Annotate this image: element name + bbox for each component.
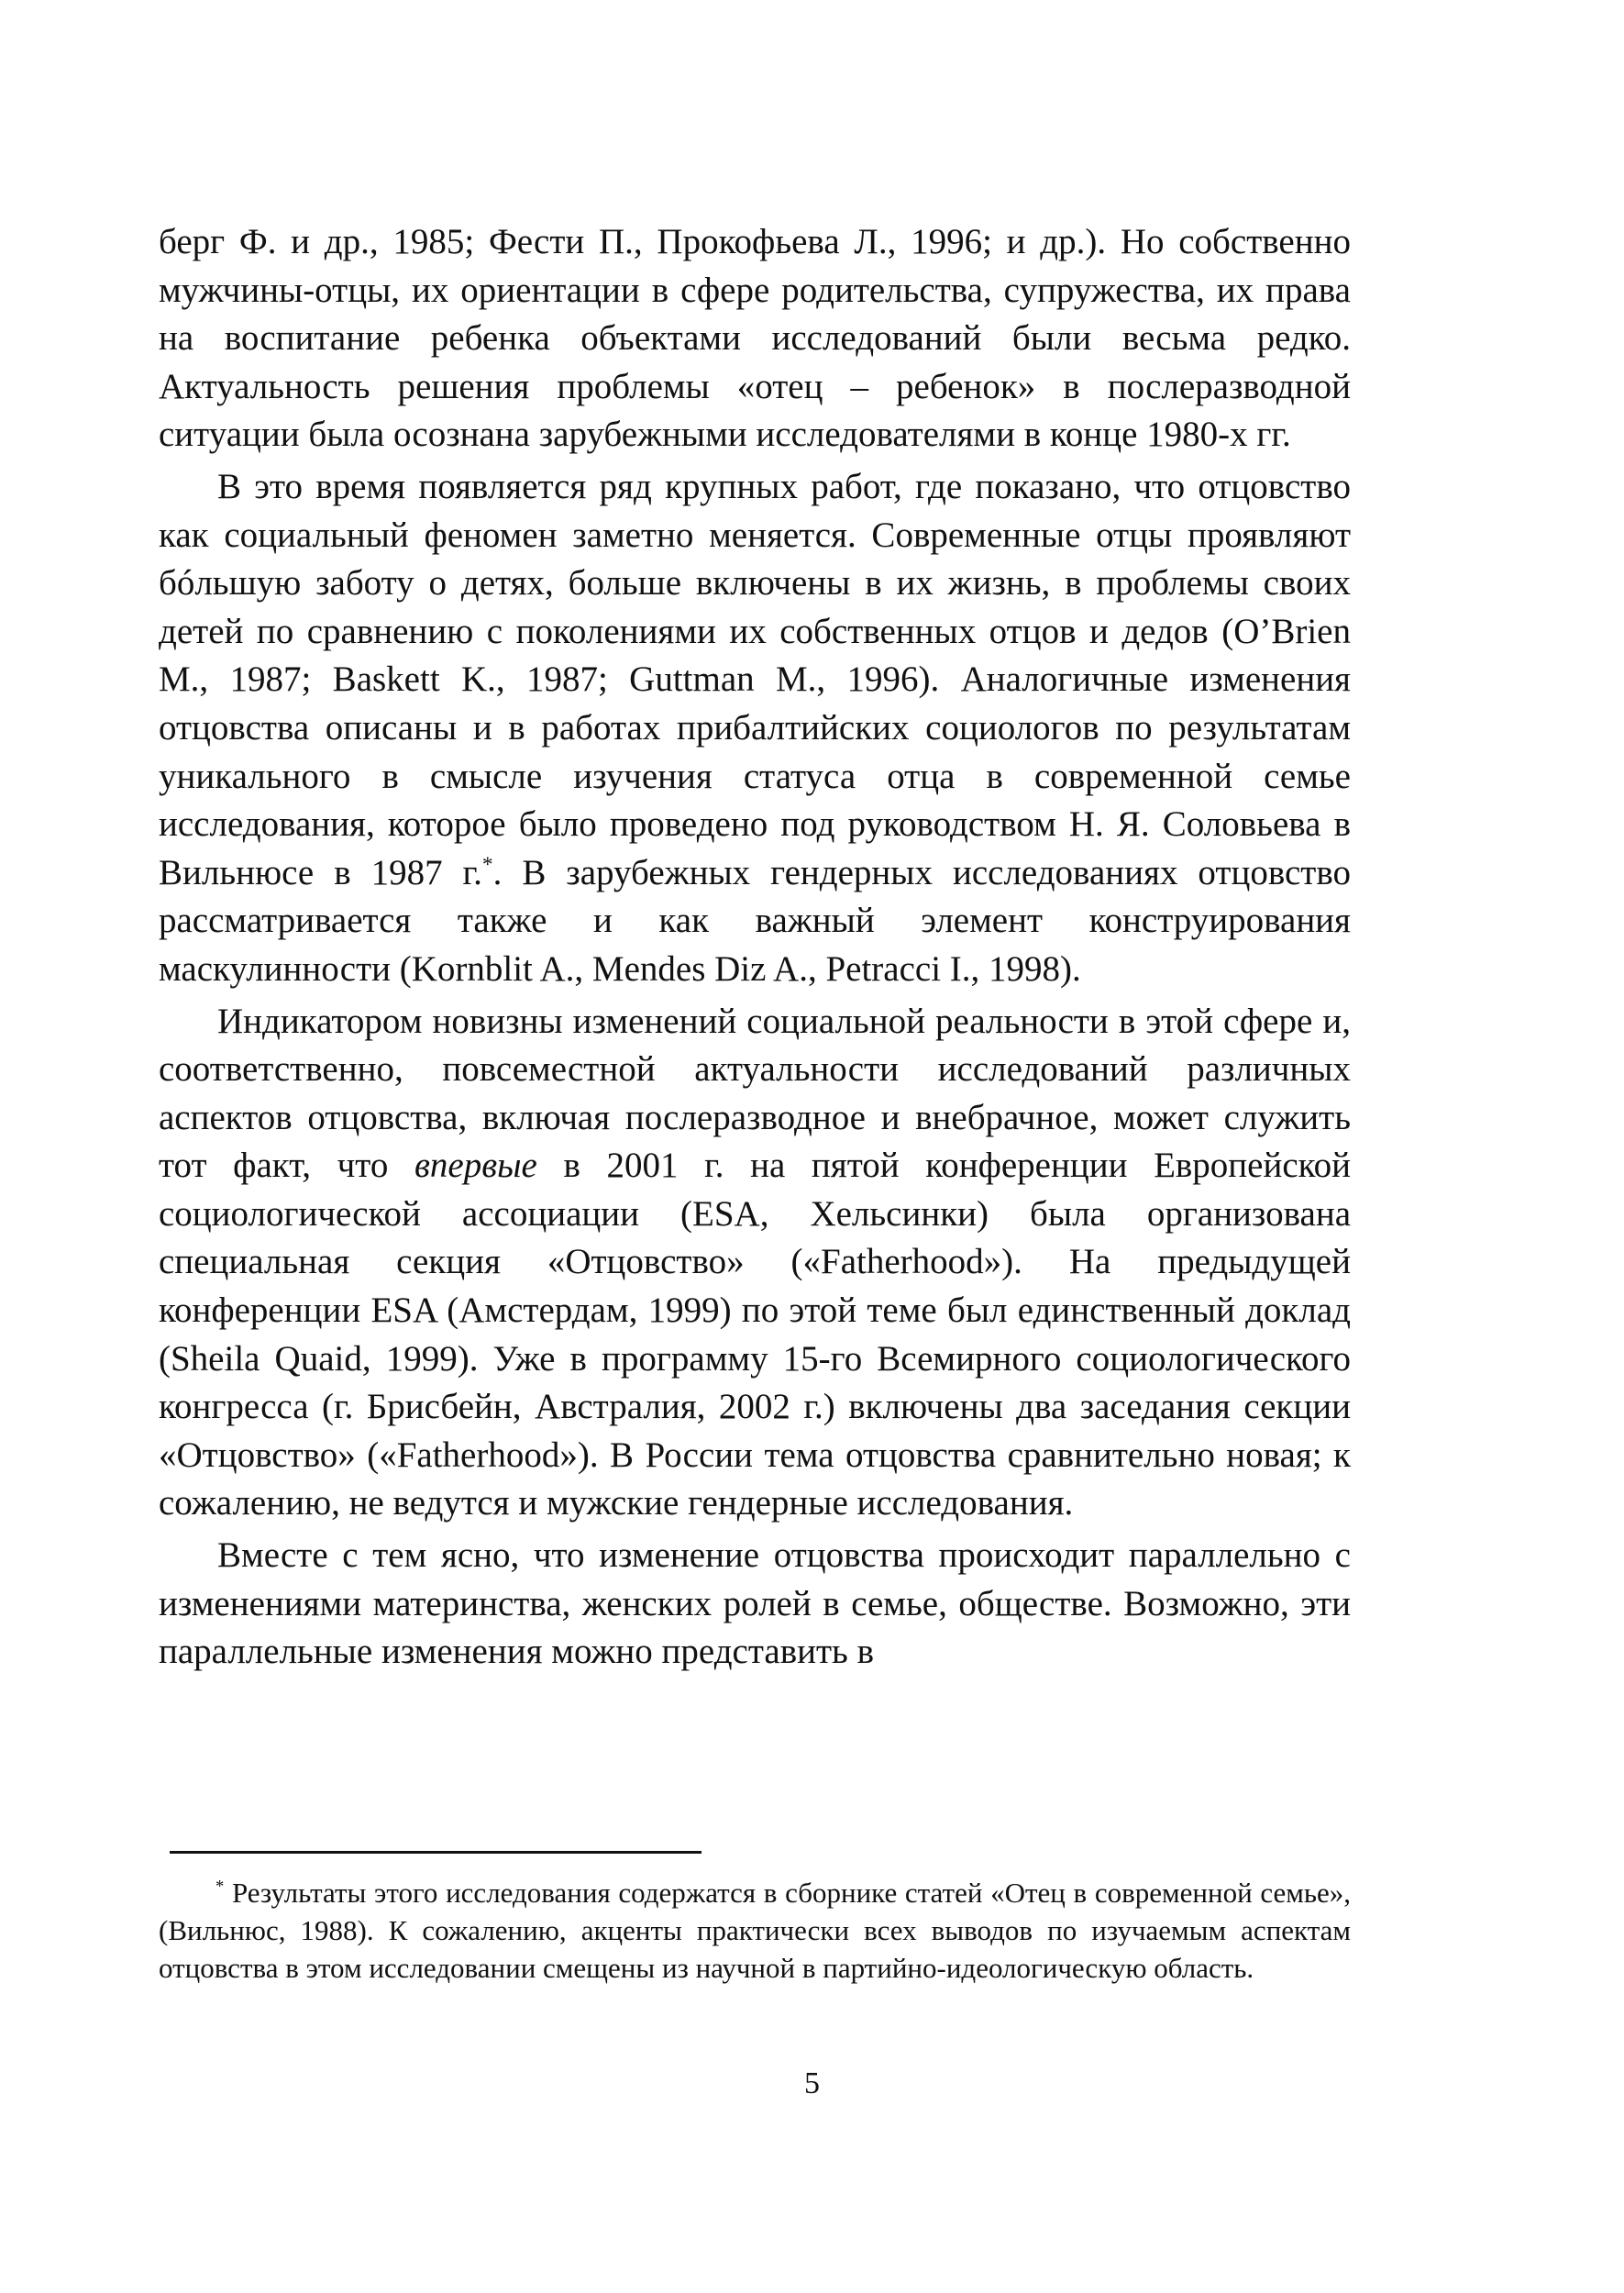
paragraph-text: . В зарубежных гендерных исследованиях отцовство рассматривается также и как важный элемент конструирования маскулинности (Kornblit A., Mendes Diz A., Petracci I., 1998).: [159, 852, 1352, 989]
page-number: 5: [804, 2066, 820, 2100]
paragraph-text: в 2001 г. на пятой конференции Европейской социологической ассоциации (ESA, Хельсинки) была организована специальная секция «Отцовство» («Fatherhood»). На предыдущей конференции ESA (Амстердам, 1999) по этой теме был единственный доклад (Sheila Quaid, 1999). Уже в программу 15-го Всемирного социологического конгресса (г. Брисбейн, Австралия, 2002 г.) включены два заседания секции «Отцовство» («Fatherhood»). В России тема отцовства сравнительно новая; к сожалению, не ведутся и мужские гендерные исследования.: [159, 1146, 1352, 1523]
paragraph-text: Вместе с тем ясно, что изменение отцовства происходит параллельно с изменениями материнства, женских ролей в семье, обществе. Возможно, эти параллельные изменения можно представить в: [159, 1535, 1351, 1672]
paragraph: [159, 218, 1351, 460]
footnote-marker: *: [215, 1877, 225, 1897]
paragraph: [159, 998, 1351, 1529]
emphasis-text: впервые: [414, 1146, 537, 1186]
footnote-divider: [170, 1851, 702, 1854]
footnote-text: Результаты этого исследования содержатся в сборнике статей «Отец в современной семье», (Вильнюс, 1988). К сожалению, акценты практически всех выводов по изучаемым аспектам отцовства в этом исследовании смещены из научной в партийно-идеологическую область.: [159, 1877, 1351, 1984]
paragraph-text: Индикатором новизны изменений социальной реальности в этой сфере и, соответственно, повсеместной актуальности исследований различных аспектов отцовства, включая послеразводное и внебрачное, может служить тот факт, что: [159, 1001, 1351, 1186]
footnote-reference: *: [481, 852, 493, 877]
paragraph-text: В это время появляется ряд крупных работ, где показано, что отцовство как социальный феномен заметно меняется. Современные отцы проявляют бóльшую заботу о детях, больше включены в их жизнь, в проблемы своих детей по сравнению с поколениями их собственных отцов и дедов (O’Brien M., 1987; Baskett K., 1987; Guttman M., 1996). Аналогичные изменения отцовства описаны и в работах прибалтийских социологов по результатам уникального в смысле изучения статуса отца в современной семье исследования, которое было проведено под руководством Н. Я. Соловьева в Вильнюсе в 1987 г.: [159, 466, 1351, 892]
main-text-body: [159, 218, 1351, 1677]
paragraph: [159, 1532, 1351, 1677]
paragraph: [159, 463, 1351, 994]
footnote: [159, 1874, 1351, 1987]
paragraph-text: берг Ф. и др., 1985; Фести П., Прокофьева Л., 1996; и др.). Но собственно мужчины-отцы, их ориентации в сфере родительства, супружества, их права на воспитание ребенка объектами исследований были весьма редко. Актуальность решения проблемы «отец – ребенок» в послеразводной ситуации была осознана зарубежными исследователями в конце 1980-х гг.: [159, 222, 1351, 455]
